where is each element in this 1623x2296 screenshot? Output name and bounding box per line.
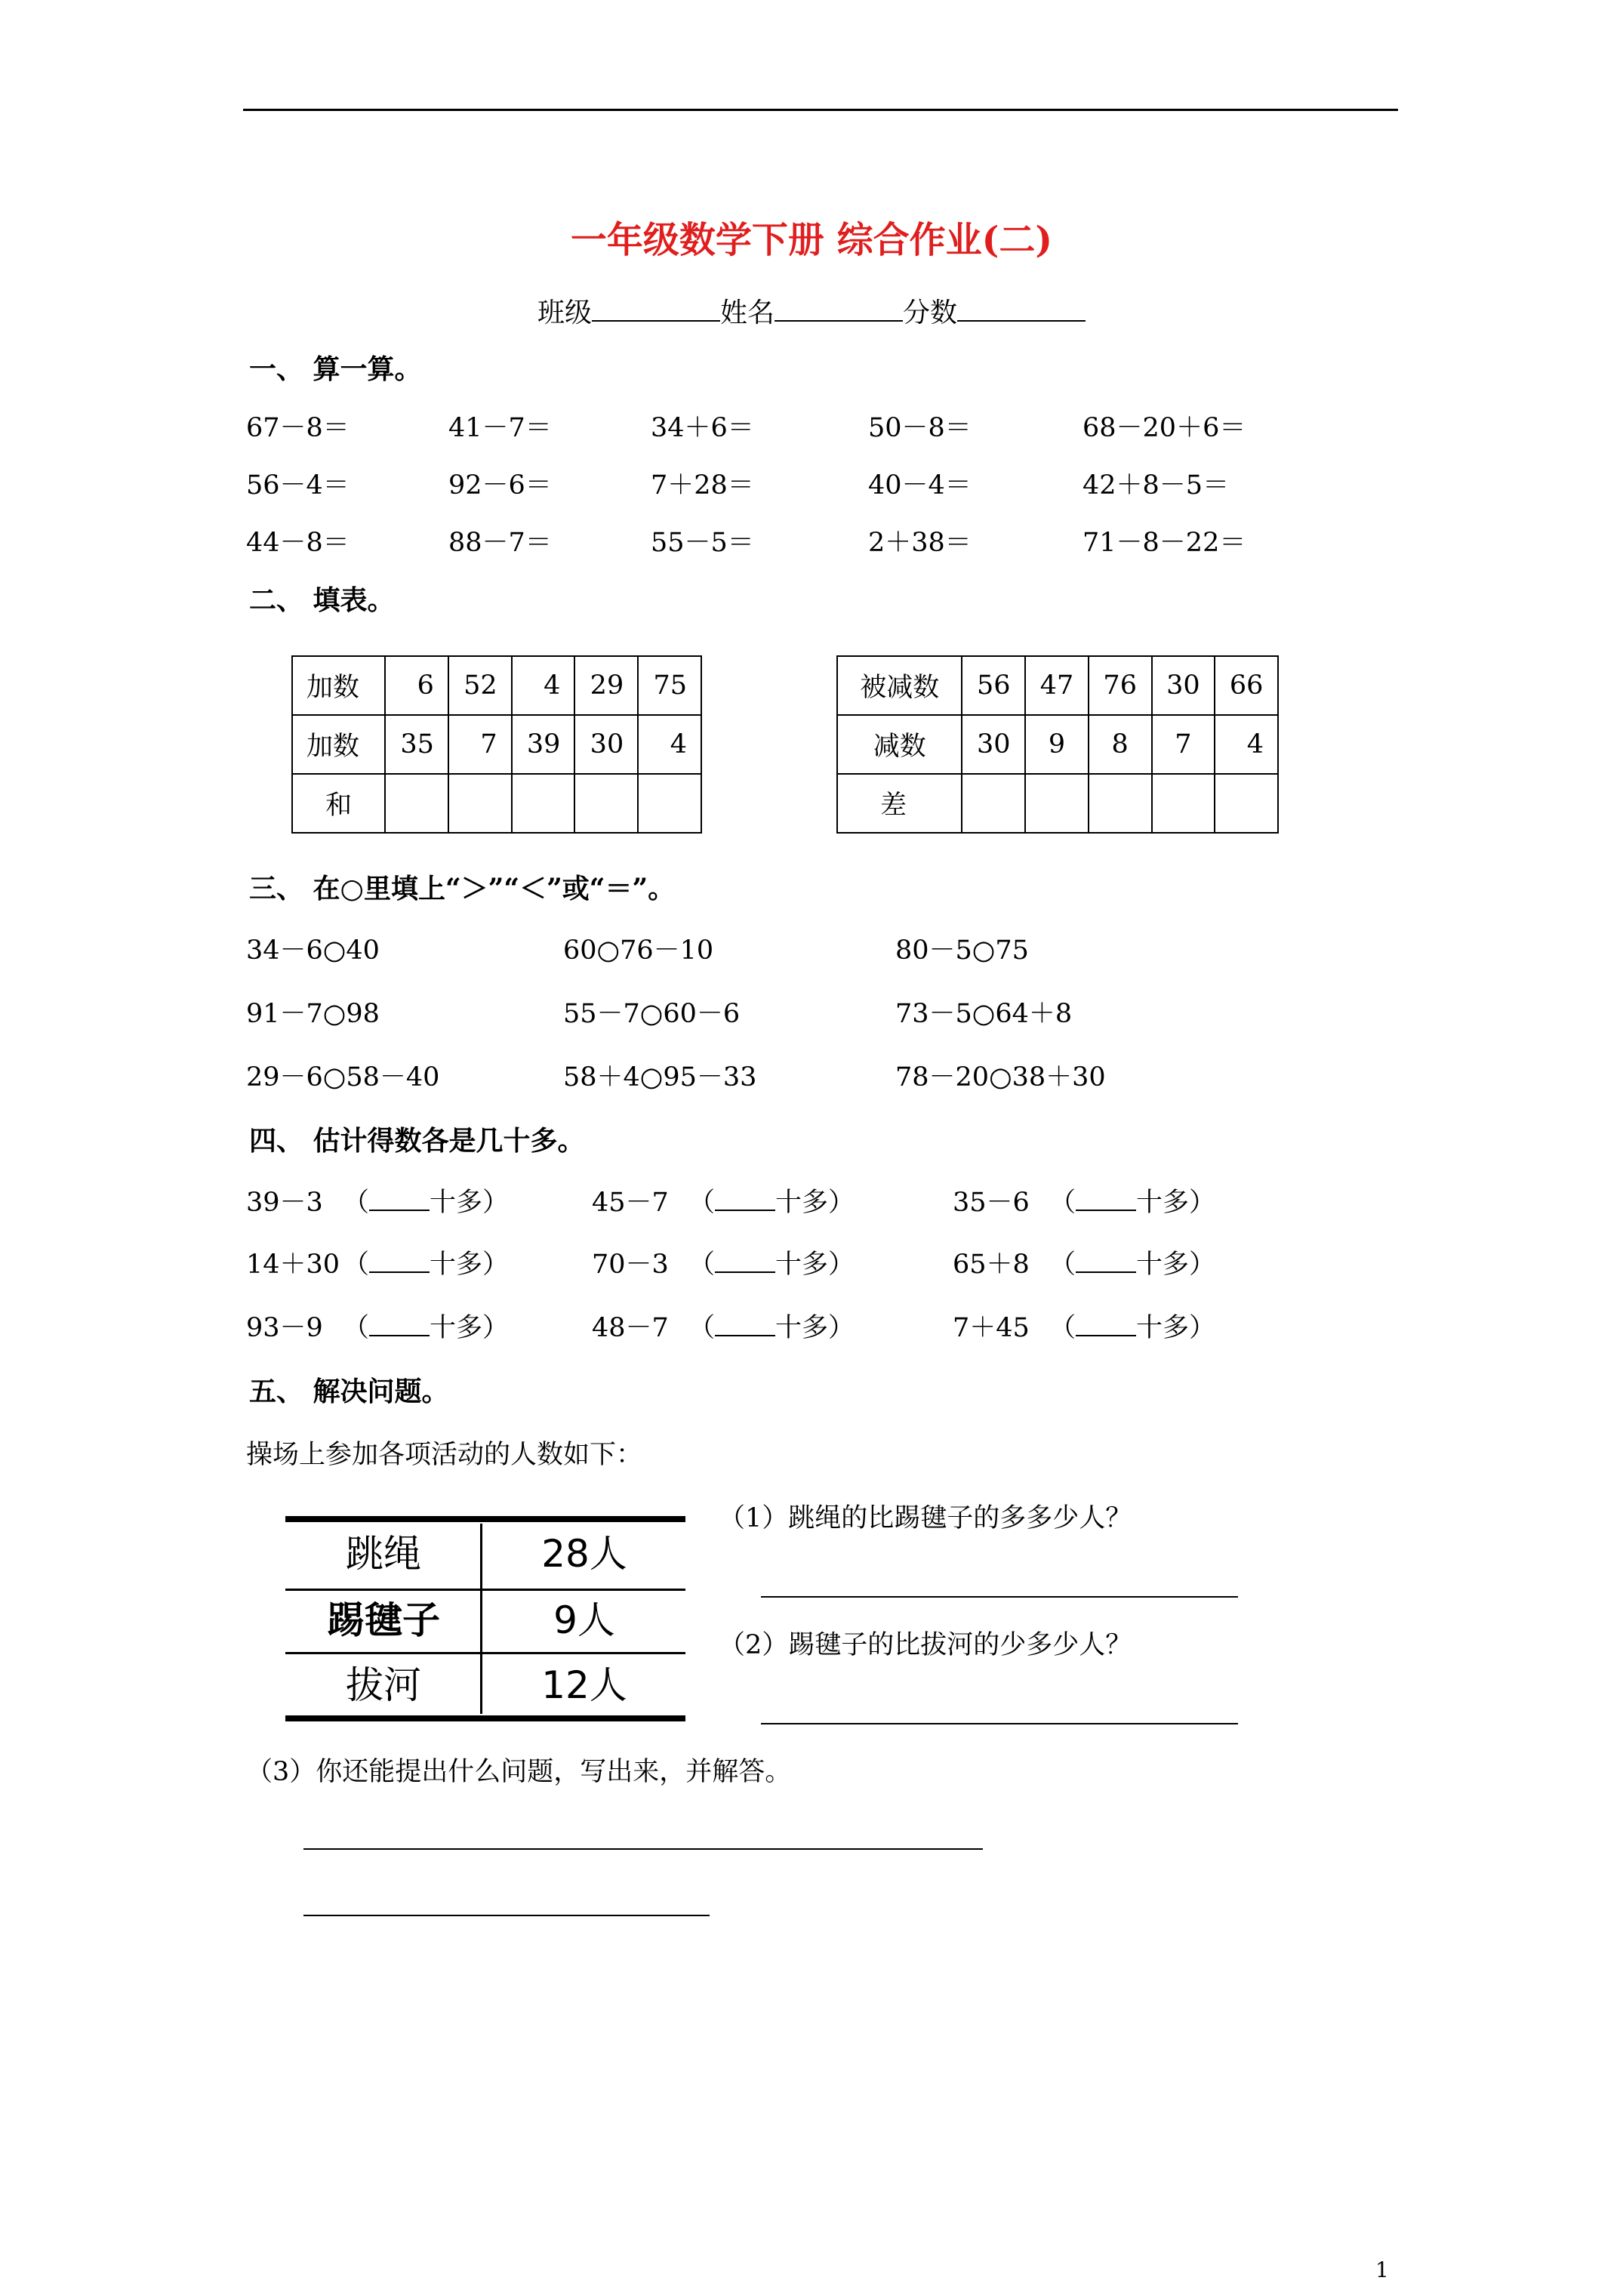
problem: 67－8＝ [246, 413, 350, 443]
answer-cell[interactable] [512, 774, 575, 833]
table-cell: 52 [448, 656, 512, 715]
answer-line-1[interactable] [761, 1596, 1238, 1598]
estimate-item: 45－7 （ 十多） [592, 1188, 855, 1218]
problem: 50－8＝ [868, 413, 972, 443]
comparison: 91－7○98 [246, 999, 380, 1029]
table-cell: 29 [574, 656, 638, 715]
section5-heading: 五、 解决问题。 [249, 1376, 449, 1407]
answer-blank[interactable] [715, 1312, 775, 1336]
table-cell: 4 [512, 656, 575, 715]
score-blank[interactable] [957, 294, 1086, 322]
problem: 68－20＋6＝ [1083, 413, 1246, 443]
table-cell: 30 [962, 715, 1025, 774]
table-cell-label: 加数 [292, 656, 385, 715]
answer-blank[interactable] [369, 1187, 430, 1211]
section2-heading: 二、 填表。 [249, 584, 395, 616]
activity-row [285, 1653, 685, 1717]
comparison: 34－6○40 [246, 935, 380, 966]
comparison: 29－6○58－40 [246, 1062, 440, 1093]
table-cell-label: 加数 [292, 715, 385, 774]
answer-blank[interactable] [1076, 1312, 1136, 1336]
comparison: 60○76－10 [563, 935, 714, 966]
problem: 55－5＝ [651, 528, 754, 558]
comparison: 78－20○38＋30 [895, 1062, 1106, 1093]
comparison: 73－5○64＋8 [895, 999, 1073, 1029]
problem: 40－4＝ [868, 470, 972, 501]
table-cell: 76 [1089, 656, 1152, 715]
problem: 88－7＝ [448, 528, 552, 558]
activity-row [285, 1522, 685, 1586]
table-cell: 8 [1089, 715, 1152, 774]
problem: 7＋28＝ [651, 470, 754, 501]
problem: 41－7＝ [448, 413, 552, 443]
estimate-item: 35－6 （ 十多） [953, 1188, 1216, 1218]
question-2: （2）踢毽子的比拔河的少多少人？ [719, 1630, 1132, 1660]
answer-line-3b[interactable] [303, 1915, 710, 1916]
answer-blank[interactable] [715, 1187, 775, 1211]
activity-count: 12人 [541, 1663, 627, 1707]
answer-cell[interactable] [448, 774, 512, 833]
header-rule [243, 109, 1398, 111]
activity-name: 跳绳 [346, 1532, 421, 1576]
problem: 42＋8－5＝ [1083, 470, 1230, 501]
problem: 44－8＝ [246, 528, 350, 558]
class-label: 班级 [537, 297, 592, 328]
answer-cell[interactable] [1215, 774, 1278, 833]
activity-table [285, 1516, 685, 1721]
activity-name: 拔河 [346, 1663, 421, 1707]
problem: 71－8－22＝ [1083, 528, 1246, 558]
activity-name: 踢毽子 [327, 1598, 440, 1642]
table-cell: 56 [962, 656, 1025, 715]
question-3: （3）你还能提出什么问题，写出来，并解答。 [246, 1757, 792, 1787]
subtraction-table [836, 655, 1279, 834]
answer-blank[interactable] [715, 1249, 775, 1273]
addition-table [291, 655, 702, 834]
estimate-item: 93－9 （ 十多） [246, 1313, 510, 1343]
table-cell: 9 [1025, 715, 1089, 774]
answer-cell[interactable] [385, 774, 448, 833]
question-1: （1）跳绳的比踢毽子的多多少人？ [719, 1503, 1132, 1533]
table-cell: 30 [1152, 656, 1215, 715]
problem: 92－6＝ [448, 470, 552, 501]
class-blank[interactable] [592, 294, 720, 322]
answer-line-2[interactable] [761, 1723, 1238, 1724]
answer-blank[interactable] [1076, 1187, 1136, 1211]
table-cell: 6 [385, 656, 448, 715]
problem-intro: 操场上参加各项活动的人数如下： [246, 1440, 643, 1470]
answer-blank[interactable] [1076, 1249, 1136, 1273]
name-label: 姓名 [719, 297, 775, 328]
table-cell-label: 和 [292, 774, 385, 833]
answer-cell[interactable] [638, 774, 701, 833]
comparison: 80－5○75 [895, 935, 1029, 966]
problem: 34＋6＝ [651, 413, 754, 443]
answer-cell[interactable] [1152, 774, 1215, 833]
table-cell: 4 [1215, 715, 1278, 774]
table-cell-label: 被减数 [837, 656, 962, 715]
estimate-item: 14＋30 （ 十多） [246, 1250, 510, 1280]
answer-cell[interactable] [574, 774, 638, 833]
page-title: 一年级数学下册 综合作业(二) [570, 219, 1053, 261]
activity-count: 28人 [541, 1532, 627, 1576]
page-number: 1 [1375, 2257, 1389, 2282]
table-cell: 30 [574, 715, 638, 774]
activity-row [285, 1589, 685, 1652]
estimate-item: 48－7 （ 十多） [592, 1313, 855, 1343]
comparison: 58＋4○95－33 [563, 1062, 757, 1093]
answer-line-3a[interactable] [303, 1848, 983, 1850]
estimate-item: 7＋45 （ 十多） [953, 1313, 1216, 1343]
comparison: 55－7○60－6 [563, 999, 741, 1029]
table-cell: 4 [638, 715, 701, 774]
answer-cell[interactable] [962, 774, 1025, 833]
table-cell: 35 [385, 715, 448, 774]
name-blank[interactable] [775, 294, 903, 322]
estimate-item: 39－3 （ 十多） [246, 1188, 510, 1218]
table-top-rule [285, 1516, 685, 1522]
activity-count: 9人 [553, 1598, 615, 1642]
section3-heading: 三、 在○里填上“＞”“＜”或“＝”。 [249, 873, 676, 905]
student-info [0, 294, 1623, 332]
section4-heading: 四、 估计得数各是几十多。 [249, 1125, 585, 1157]
estimate-item: 65＋8 （ 十多） [953, 1250, 1216, 1280]
table-cell: 66 [1215, 656, 1278, 715]
table-cell: 47 [1025, 656, 1089, 715]
table-cell: 7 [1152, 715, 1215, 774]
section1-heading: 一、 算一算。 [249, 353, 422, 385]
problem: 2＋38＝ [868, 528, 972, 558]
table-cell: 75 [638, 656, 701, 715]
answer-blank[interactable] [369, 1312, 430, 1336]
table-cell: 7 [448, 715, 512, 774]
problem: 56－4＝ [246, 470, 350, 501]
answer-blank[interactable] [369, 1249, 430, 1273]
answer-cell[interactable] [1089, 774, 1152, 833]
table-cell: 39 [512, 715, 575, 774]
answer-cell[interactable] [1025, 774, 1089, 833]
table-cell-label: 减数 [837, 715, 962, 774]
table-cell-label: 差 [837, 774, 962, 833]
score-label: 分数 [903, 297, 958, 328]
estimate-item: 70－3 （ 十多） [592, 1250, 855, 1280]
